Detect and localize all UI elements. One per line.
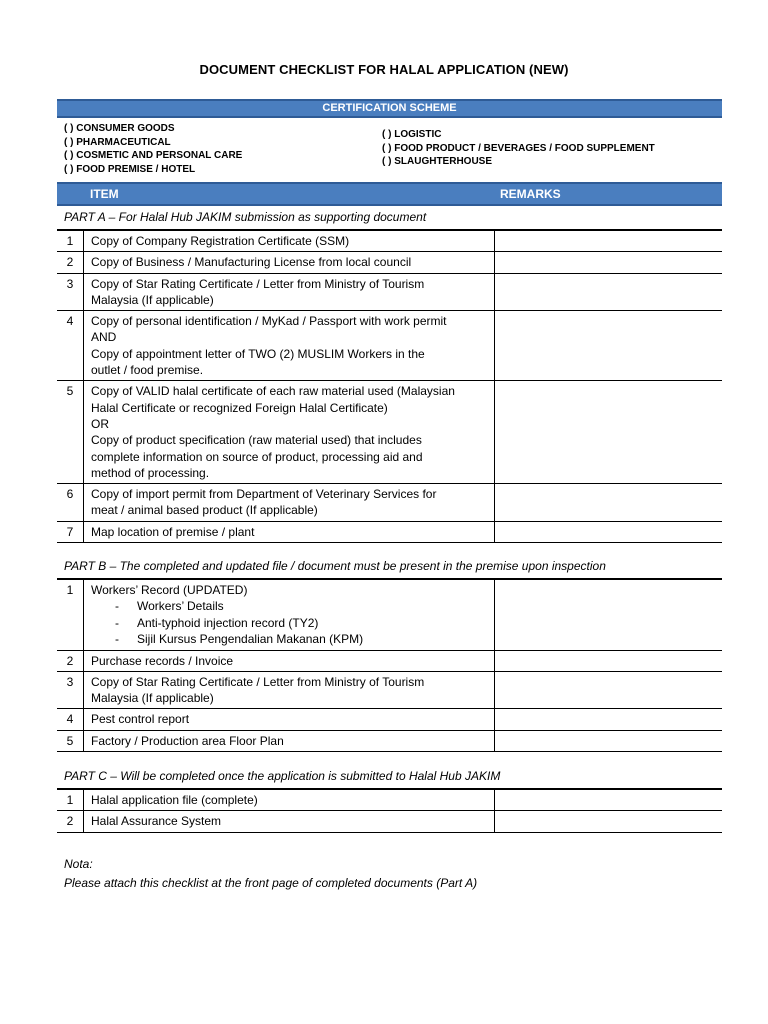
item-line: meat / animal based product (If applicable) — [91, 503, 318, 518]
row-number: 3 — [57, 671, 84, 709]
row-number: 1 — [57, 230, 84, 252]
item-line: Map location of premise / plant — [91, 524, 255, 539]
item-description — [84, 273, 495, 311]
row-number: 6 — [57, 484, 84, 522]
item-line: OR — [91, 416, 109, 431]
item-description — [84, 484, 495, 522]
checklist-row — [57, 579, 722, 650]
item-line: Copy of Star Rating Certificate / Letter from Ministry of Tourism — [91, 276, 425, 291]
item-description — [84, 730, 495, 751]
scheme-option-pharmaceutical[interactable]: ( ) PHARMACEUTICAL — [64, 136, 171, 148]
row-number: 4 — [57, 709, 84, 730]
remarks-cell[interactable] — [495, 709, 723, 730]
checklist-row — [57, 811, 722, 832]
row-number: 1 — [57, 579, 84, 650]
remarks-cell[interactable] — [495, 811, 723, 832]
row-number: 2 — [57, 811, 84, 832]
sub-bullet-text: Workers’ Details — [137, 599, 224, 614]
item-description — [84, 650, 495, 671]
scheme-option-food-product[interactable]: ( ) FOOD PRODUCT / BEVERAGES / FOOD SUPPLEMENT — [382, 142, 655, 154]
dash-bullet: - — [115, 631, 119, 646]
remarks-cell[interactable] — [495, 579, 723, 650]
scheme-options-right — [382, 128, 655, 169]
item-line: Halal application file (complete) — [91, 793, 258, 807]
part-a-table — [57, 229, 722, 543]
remarks-cell[interactable] — [495, 730, 723, 751]
checklist-row — [57, 730, 722, 751]
part-b-title: PART B – The completed and updated file / document must be present in the premise upon inspection — [64, 559, 606, 573]
remarks-cell[interactable] — [495, 230, 723, 252]
remarks-cell[interactable] — [495, 789, 723, 811]
checklist-row — [57, 671, 722, 709]
row-number: 3 — [57, 273, 84, 311]
nota-label: Nota: — [64, 857, 93, 871]
item-line: Copy of personal identification / MyKad / Passport with work permit — [91, 314, 447, 329]
dash-bullet: - — [115, 615, 119, 630]
item-line: Malaysia (If applicable) — [91, 292, 214, 307]
item-sub-bullet — [91, 598, 494, 614]
checklist-row — [57, 650, 722, 671]
item-line: AND — [91, 330, 117, 345]
item-description — [84, 230, 495, 252]
item-description — [84, 789, 495, 811]
row-number: 2 — [57, 650, 84, 671]
row-number: 1 — [57, 789, 84, 811]
item-line: Copy of import permit from Department of Veterinary Services for — [91, 487, 437, 502]
part-a-title: PART A – For Halal Hub JAKIM submission as supporting document — [64, 210, 427, 224]
checklist-row — [57, 789, 722, 811]
item-line: Copy of VALID halal certificate of each raw material used (Malaysian — [91, 384, 455, 399]
item-description — [84, 579, 495, 650]
row-number: 2 — [57, 252, 84, 273]
item-line: Halal Assurance System — [91, 814, 222, 829]
remarks-cell[interactable] — [495, 311, 723, 381]
dash-bullet: - — [115, 599, 119, 614]
part-c-title: PART C – Will be completed once the application is submitted to Halal Hub JAKIM — [64, 769, 501, 783]
item-description — [84, 252, 495, 273]
row-number: 5 — [57, 730, 84, 751]
item-line: Workers’ Record (UPDATED) — [91, 583, 248, 597]
part-c-table — [57, 788, 722, 833]
row-number: 7 — [57, 521, 84, 542]
checklist-row — [57, 521, 722, 542]
item-description — [84, 709, 495, 730]
item-sub-bullet — [91, 631, 494, 647]
remarks-cell[interactable] — [495, 484, 723, 522]
item-line: Copy of appointment letter of TWO (2) MUSLIM Workers in the — [91, 346, 425, 361]
scheme-options-left — [64, 122, 242, 176]
remarks-cell[interactable] — [495, 521, 723, 542]
certification-scheme-header: CERTIFICATION SCHEME — [57, 99, 722, 118]
checklist-row — [57, 230, 722, 252]
nota-text: Please attach this checklist at the front page of completed documents (Part A) — [64, 876, 478, 890]
item-line: Copy of Business / Manufacturing License from local council — [91, 255, 412, 270]
scheme-option-logistic[interactable]: ( ) LOGISTIC — [382, 129, 442, 140]
item-line: Pest control report — [91, 712, 190, 727]
row-number: 4 — [57, 311, 84, 381]
row-number: 5 — [57, 381, 84, 484]
scheme-option-cosmetic[interactable]: ( ) COSMETIC AND PERSONAL CARE — [64, 150, 243, 161]
item-line: method of processing. — [91, 465, 210, 480]
remarks-cell[interactable] — [495, 650, 723, 671]
scheme-option-consumer-goods[interactable]: ( ) CONSUMER GOODS — [64, 123, 175, 134]
remarks-cell[interactable] — [495, 273, 723, 311]
column-header-item: ITEM — [90, 187, 119, 201]
item-description — [84, 311, 495, 381]
column-header-bar — [57, 182, 722, 206]
item-line: Purchase records / Invoice — [91, 653, 234, 668]
checklist-row — [57, 484, 722, 522]
remarks-cell[interactable] — [495, 252, 723, 273]
item-description — [84, 671, 495, 709]
checklist-row — [57, 709, 722, 730]
item-line: Copy of Company Registration Certificate (SSM) — [91, 234, 350, 248]
document-title: DOCUMENT CHECKLIST FOR HALAL APPLICATION (NEW) — [199, 62, 569, 77]
column-header-remarks: REMARKS — [500, 187, 561, 201]
item-description — [84, 521, 495, 542]
scheme-option-slaughterhouse[interactable]: ( ) SLAUGHTERHOUSE — [382, 156, 492, 167]
item-description — [84, 381, 495, 484]
remarks-cell[interactable] — [495, 381, 723, 484]
checklist-row — [57, 311, 722, 381]
item-description — [84, 811, 495, 832]
checklist-row — [57, 273, 722, 311]
item-line: Halal Certificate or recognized Foreign Halal Certificate) — [91, 400, 388, 415]
item-sub-bullet — [91, 615, 494, 631]
scheme-option-food-premise[interactable]: ( ) FOOD PREMISE / HOTEL — [64, 163, 196, 175]
remarks-cell[interactable] — [495, 671, 723, 709]
item-line: Copy of product specification (raw material used) that includes — [91, 433, 422, 448]
checklist-row — [57, 252, 722, 273]
sub-bullet-text: Anti-typhoid injection record (TY2) — [137, 615, 319, 630]
item-line: Copy of Star Rating Certificate / Letter from Ministry of Tourism — [91, 674, 425, 689]
item-line: outlet / food premise. — [91, 363, 204, 378]
item-line: complete information on source of product, processing aid and — [91, 449, 423, 464]
sub-bullet-text: Sijil Kursus Pengendalian Makanan (KPM) — [137, 631, 364, 646]
item-line: Malaysia (If applicable) — [91, 691, 214, 706]
item-line: Factory / Production area Floor Plan — [91, 733, 284, 748]
part-b-table — [57, 578, 722, 752]
checklist-row — [57, 381, 722, 484]
